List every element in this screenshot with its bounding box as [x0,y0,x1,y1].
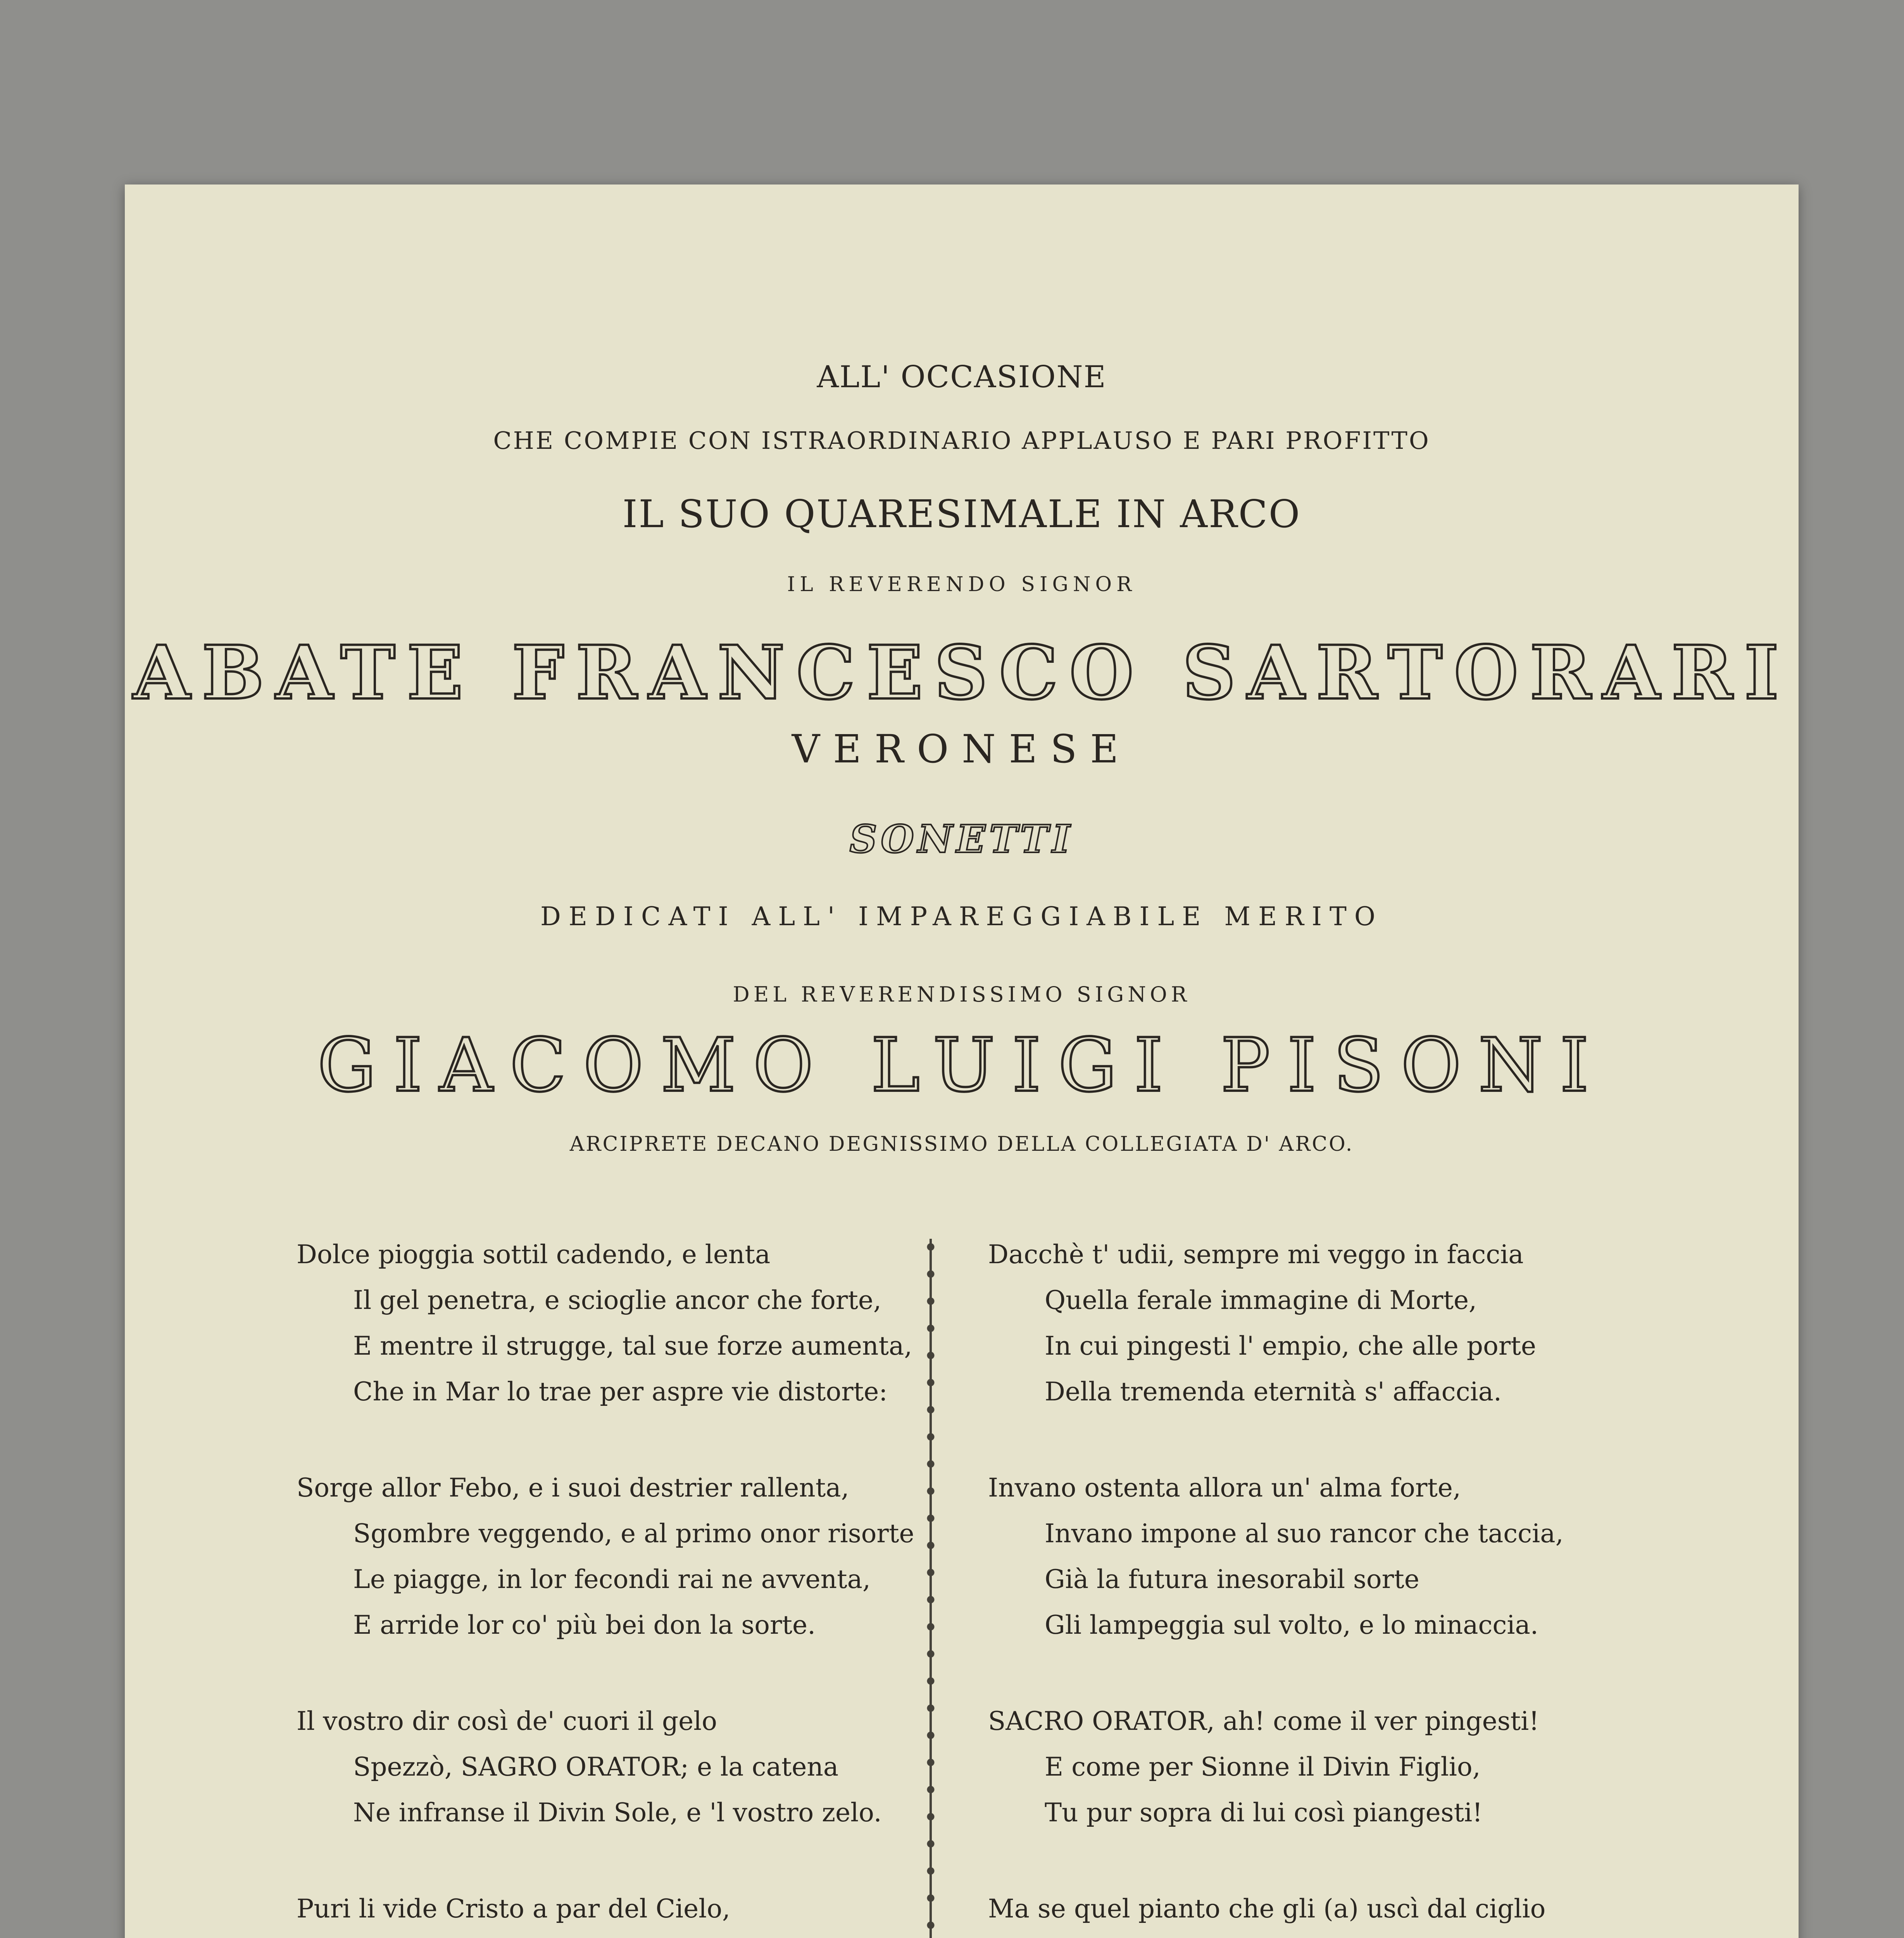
sonnet-right [988,1232,1624,1938]
verse-line: Dacchè t' udii, sempre mi veggo in faccia [988,1240,1524,1269]
document-sheet [125,184,1799,1938]
stanza [988,1886,1624,1938]
verse-line: E come per Sionne il Divin Figlio, [1045,1752,1481,1782]
heading-quaresimale: IL SUO QUARESIMALE IN ARCO [622,492,1301,536]
verse-line: Invano impone al suo rancor che taccia, [1045,1519,1564,1548]
verse-line: Già la futura inesorabil sorte [1045,1564,1419,1594]
heading-del: DEL REVERENDISSIMO SIGNOR [733,982,1191,1007]
verse-line: Ma se quel pianto che gli (a) uscì dal ciglio [988,1894,1546,1924]
verse-line: In cui pingesti l' empio, che alle porte [1045,1331,1536,1361]
verse-line: SACRO ORATOR, ah! come il ver pingesti! [988,1706,1539,1736]
heading-veronese: VERONESE [792,726,1132,772]
heading-arciprete: ARCIPRETE DECANO DEGNISSIMO DELLA COLLEGIATA D' ARCO. [569,1133,1354,1156]
heading-occasion: ALL' OCCASIONE [817,360,1107,395]
heading-dedicatee-name: GIACOMO LUIGI PISONI [317,1022,1606,1108]
verse-line: Ne infranse il Divin Sole, e 'l vostro zelo. [353,1798,882,1828]
verse-line: Sgombre veggendo, e al primo onor risorte [353,1519,914,1548]
stanza [297,1465,914,1648]
verse-line: Della tremenda eternità s' affaccia. [1045,1377,1502,1407]
verse-line: Il gel penetra, e scioglie ancor che forte, [353,1285,881,1315]
verse-line: Puri li vide Cristo a par del Cielo, [297,1894,731,1924]
verse-line: Sorge allor Febo, e i suoi destrier rallenta, [297,1473,849,1503]
verse-line: Le piagge, in lor fecondi rai ne avventa, [353,1564,871,1594]
stanza [988,1465,1624,1648]
verse-line: Gli lampeggia sul volto, e lo minaccia. [1045,1610,1538,1640]
ornamental-divider [917,1239,944,1938]
verse-line: Dolce pioggia sottil cadendo, e lenta [297,1240,771,1269]
heading-dedicati: DEDICATI ALL' IMPAREGGIABILE MERITO [540,902,1383,931]
verse-line: Quella ferale immagine di Morte, [1045,1285,1477,1315]
stanza [988,1698,1624,1836]
heading-honoree-name: ABATE FRANCESCO SARTORARI [133,629,1790,716]
stanza [297,1698,914,1836]
sonnet-left [297,1232,914,1938]
verse-line: Il vostro dir così de' cuori il gelo [297,1706,717,1736]
heading-compie: CHE COMPIE CON ISTRAORDINARIO APPLAUSO E PARI PROFITTO [493,426,1430,455]
verse-line [988,1932,1624,1938]
heading-reverendo: IL REVERENDO SIGNOR [787,573,1137,596]
heading-sonetti: SONETTI [849,817,1074,862]
verse-line: Tu pur sopra di lui così piangesti! [1045,1798,1483,1828]
verse-line: Invano ostenta allora un' alma forte, [988,1473,1461,1503]
verse-line: E mentre il strugge, tal sue forze aumenta, [353,1331,912,1361]
verse-line: Che in Mar lo trae per aspre vie distorte: [353,1377,888,1407]
stanza [297,1232,914,1415]
stanza [297,1886,914,1938]
verse-line: E arride lor co' più bei don la sorte. [353,1610,816,1640]
stanza [988,1232,1624,1415]
verse-line [297,1932,914,1938]
verse-line: Spezzò, SAGRO ORATOR; e la catena [353,1752,839,1782]
